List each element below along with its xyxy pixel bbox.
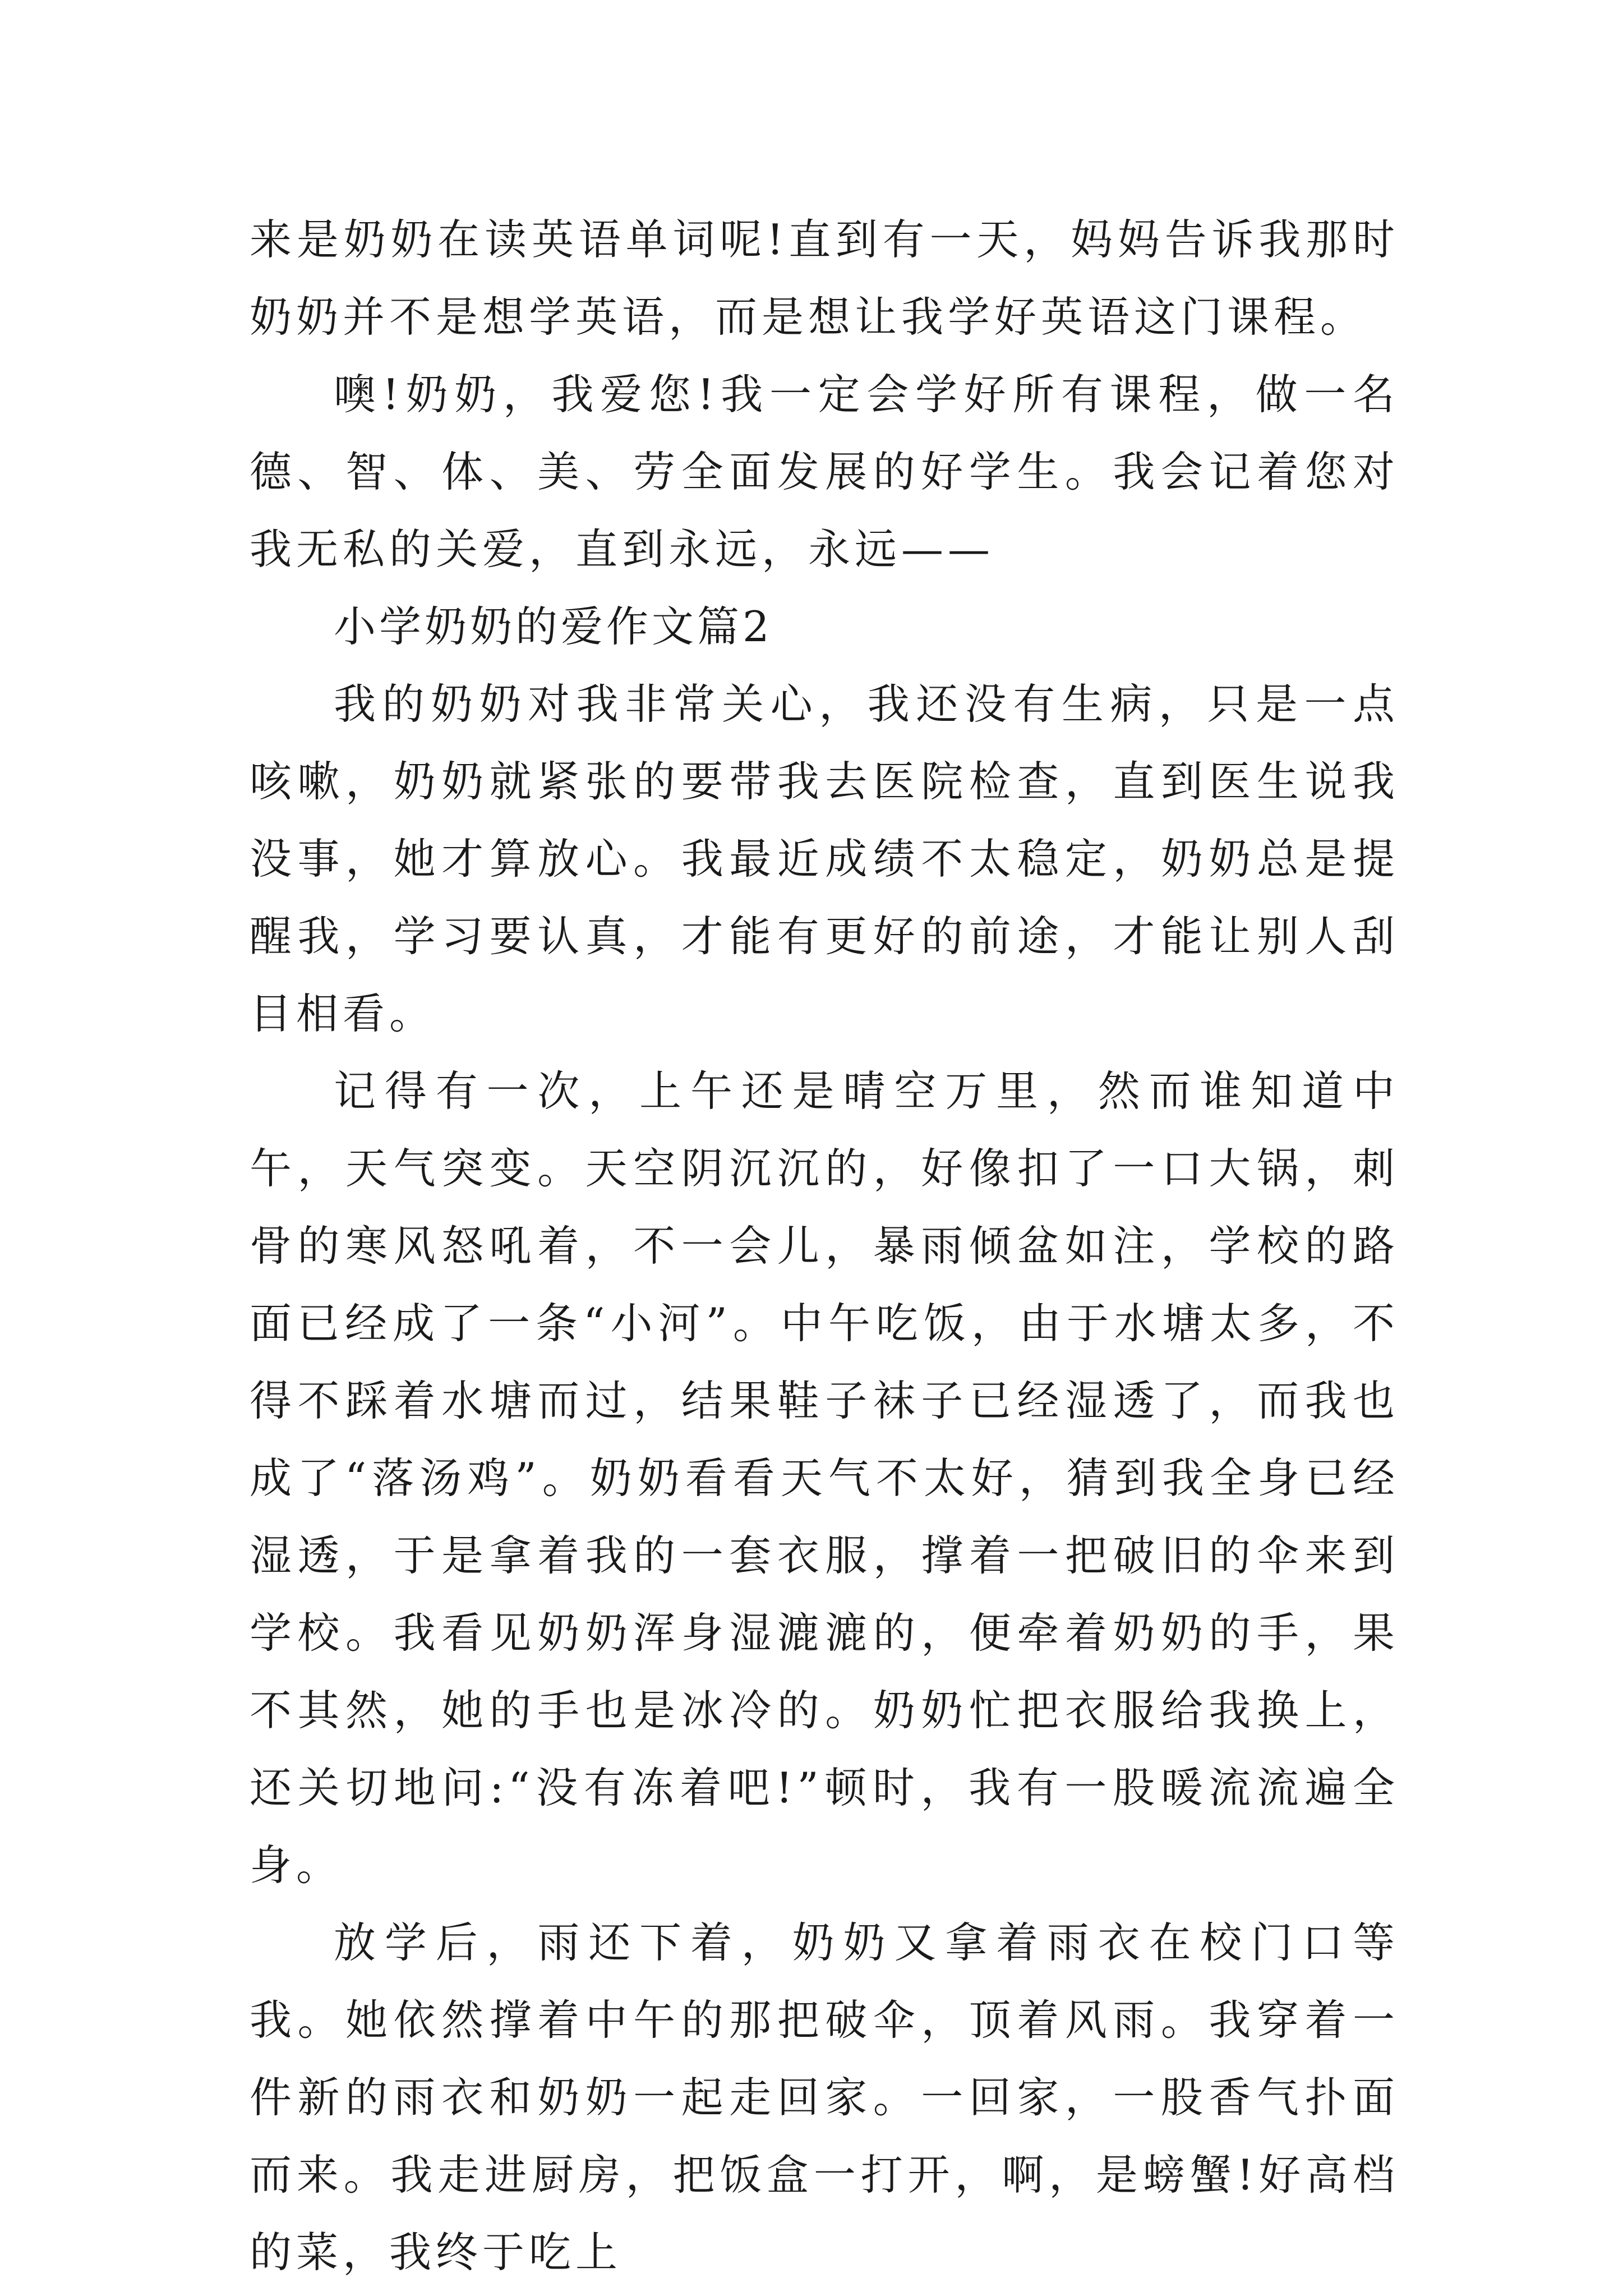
paragraph-rainy-day: 记得有一次，上午还是晴空万里，然而谁知道中午，天气突变。天空阴沉沉的，好像扣了一口大锅，刺骨的寒风怒吼着，不一会儿，暴雨倾盆如注，学校的路面已经成了一条“小河”。中午吃饭，由于水塘太多，不得不踩着水塘而过，结果鞋子袜子已经湿透了，而我也成了“落汤鸡”。奶奶看看天气不太好，猜到我全身已经湿透，于是拿着我的一套衣服，撑着一把破旧的伞来到学校。我看见奶奶浑身湿漉漉的，便牵着奶奶的手，果不其然，她的手也是冰冷的。奶奶忙把衣服给我换上，还关切地问:“没有冻着吧!”顿时，我有一股暖流流遍全身。 xyxy=(250,1066,1399,1890)
paragraph-love-grandma: 噢!奶奶，我爱您!我一定会学好所有课程，做一名德、智、体、美、劳全面发展的好学生。我会记着您对我无私的关爱，直到永远，永远—— xyxy=(250,370,1399,574)
paragraph-after-school: 放学后，雨还下着，奶奶又拿着雨衣在校门口等我。她依然撑着中午的那把破伞，顶着风雨。我穿着一件新的雨衣和奶奶一起走回家。一回家，一股香气扑面而来。我走进厨房，把饭盒一打开，啊，是螃蟹!好高档的菜，我终于吃上 xyxy=(250,1918,1399,2277)
paragraph-continuation: 来是奶奶在读英语单词呢!直到有一天，妈妈告诉我那时奶奶并不是想学英语，而是想让我学好英语这门课程。 xyxy=(250,215,1399,342)
document-body xyxy=(250,201,1399,2291)
paragraph-care: 我的奶奶对我非常关心，我还没有生病，只是一点咳嗽，奶奶就紧张的要带我去医院检查，直到医生说我没事，她才算放心。我最近成绩不太稳定，奶奶总是提醒我，学习要认真，才能有更好的前途，才能让别人刮目相看。 xyxy=(250,679,1399,1038)
section-heading: 小学奶奶的爱作文篇2 xyxy=(334,602,773,651)
